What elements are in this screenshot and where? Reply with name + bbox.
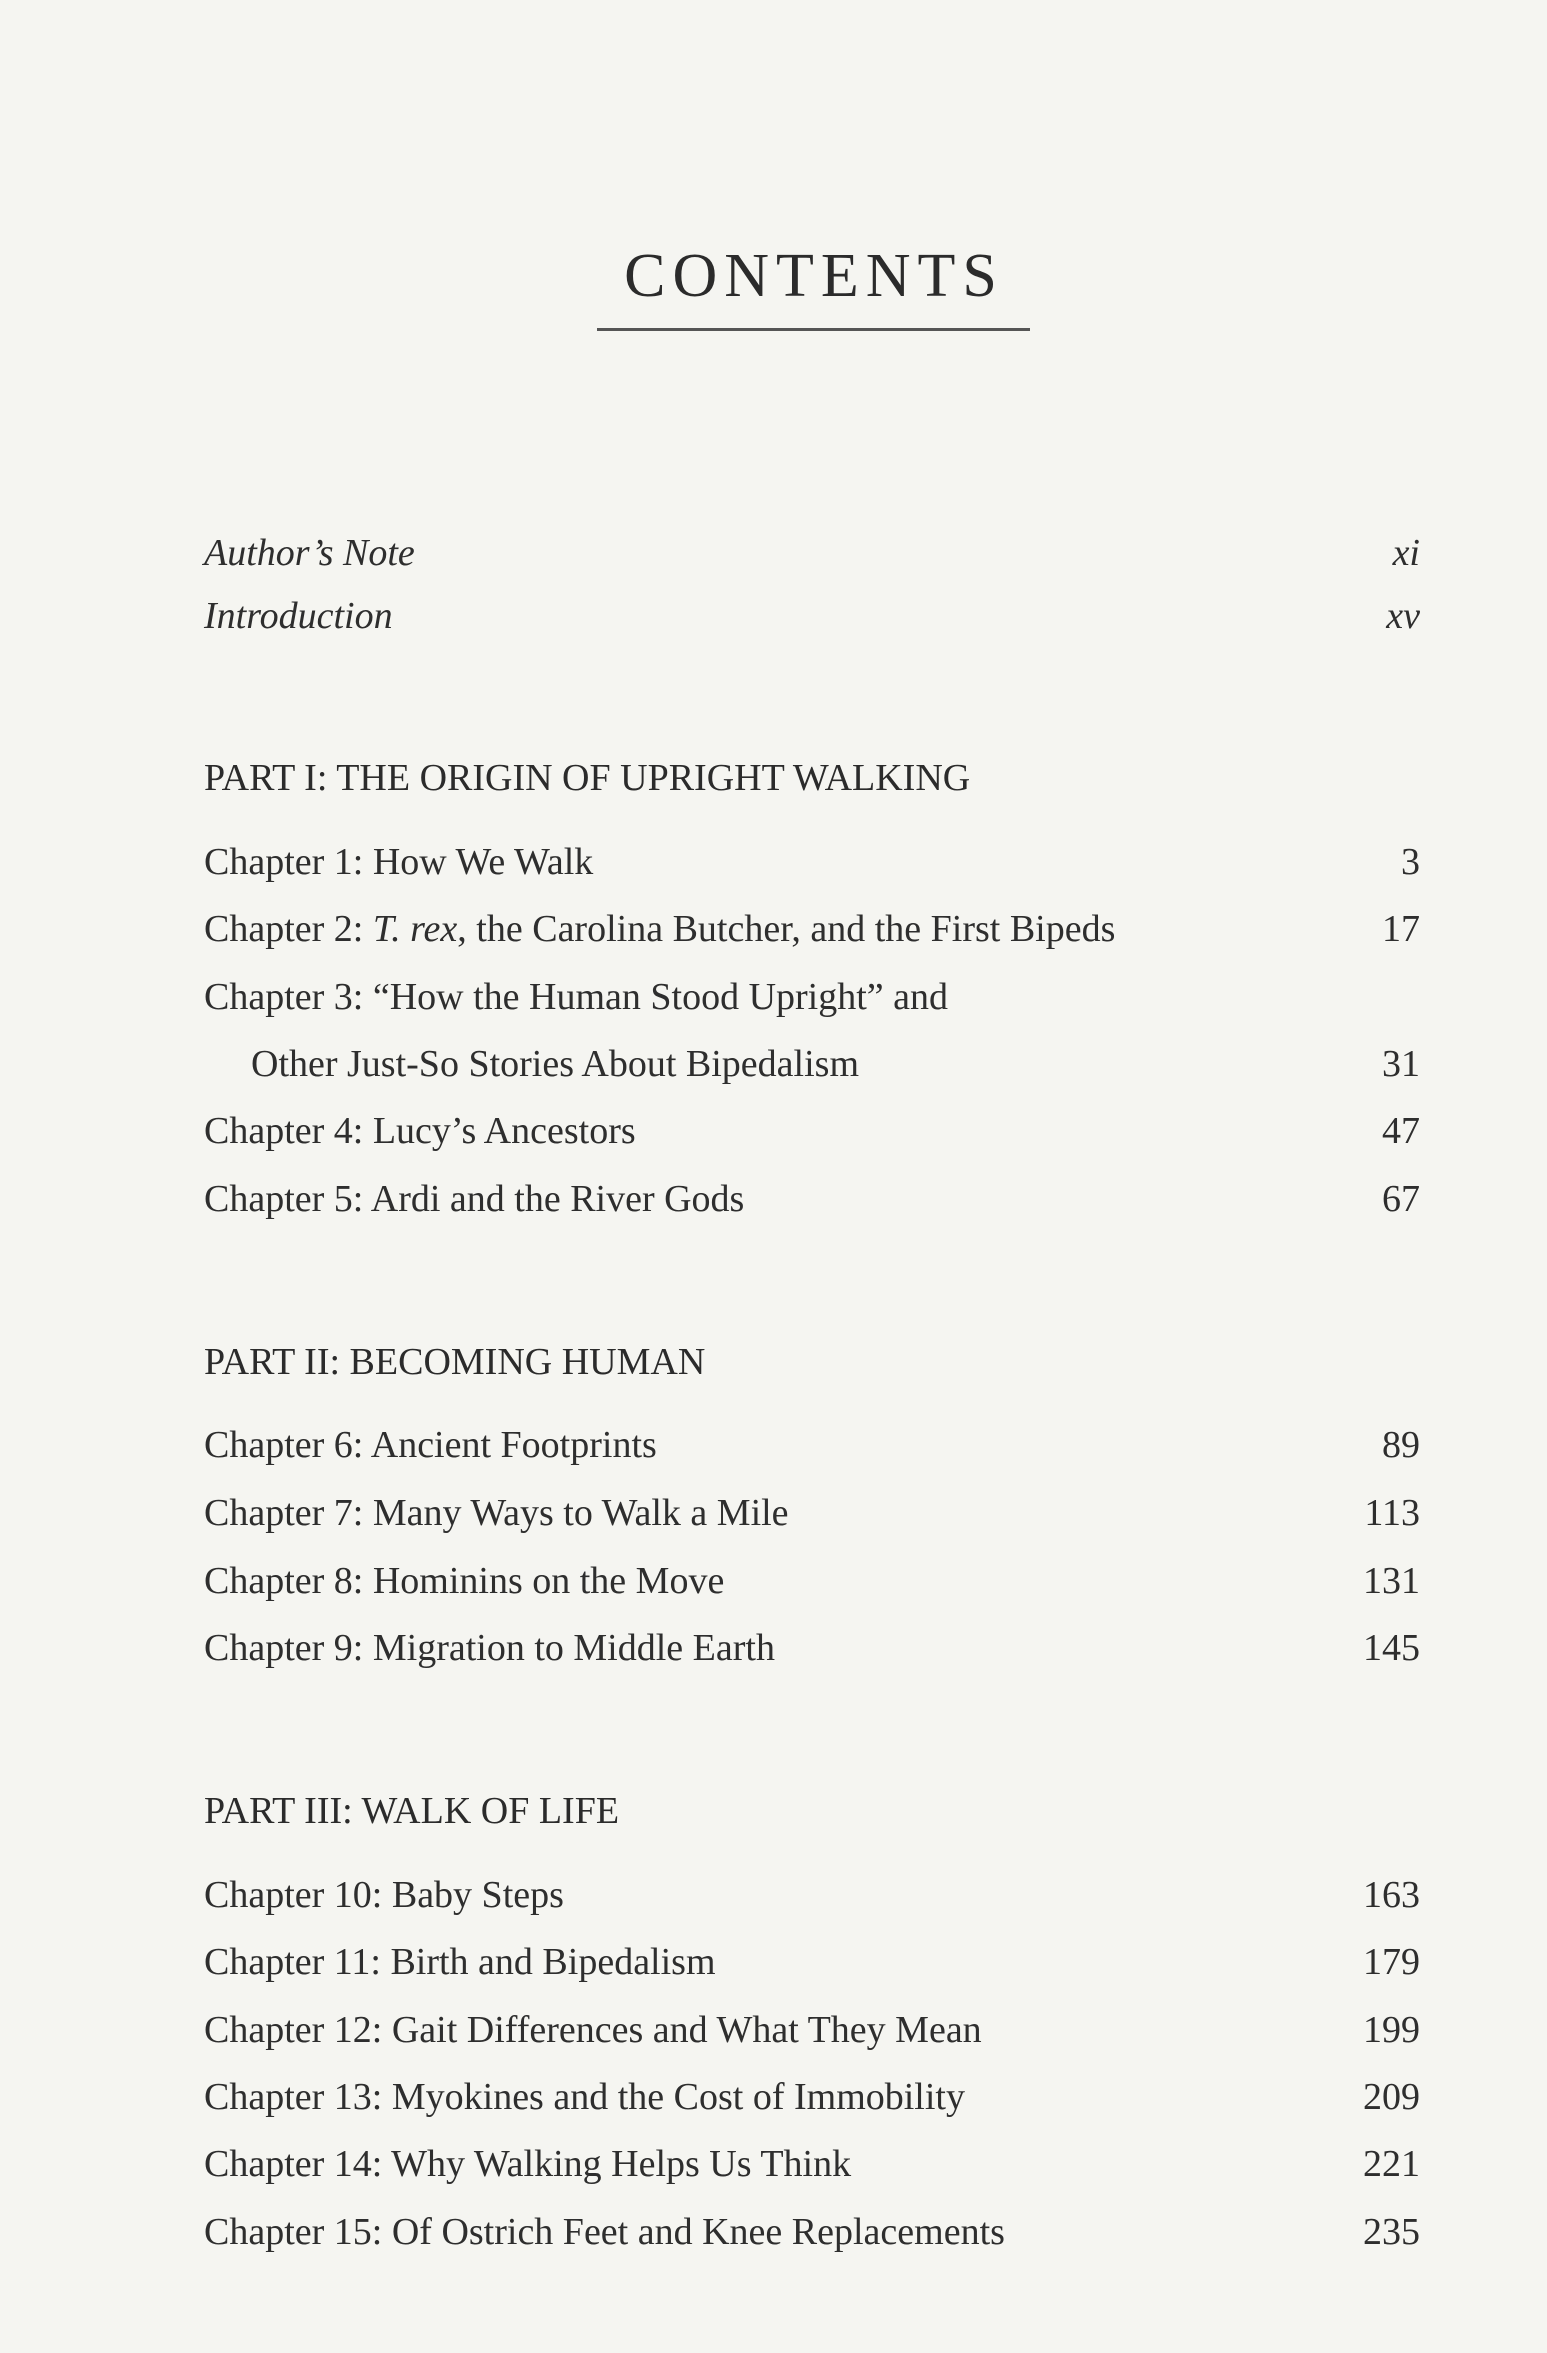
entry-title: Author’s Note [204, 532, 415, 574]
part-heading-1: PART I: THE ORIGIN OF UPRIGHT WALKING [204, 757, 971, 799]
entry-page: xv [1386, 595, 1420, 637]
entry-page: 47 [1382, 1110, 1420, 1152]
entry-page: 3 [1401, 841, 1420, 883]
entry-title: Chapter 8: Hominins on the Move [204, 1560, 725, 1602]
entry-page: 131 [1363, 1560, 1420, 1602]
entry-title-suffix: , the Carolina Butcher, and the First Bipeds [457, 908, 1116, 950]
entry-page: 89 [1382, 1424, 1420, 1466]
entry-title: Chapter 3: “How the Human Stood Upright” and [204, 976, 949, 1018]
entry-page: 209 [1363, 2076, 1420, 2118]
title-underline [597, 328, 1030, 331]
entry-title: Chapter 5: Ardi and the River Gods [204, 1178, 745, 1220]
entry-title: Chapter 12: Gait Differences and What They Mean [204, 2009, 982, 2051]
entry-page: 221 [1363, 2143, 1420, 2185]
entry-page: 199 [1363, 2009, 1420, 2051]
entry-page: 113 [1364, 1492, 1420, 1534]
entry-title: Chapter 6: Ancient Footprints [204, 1424, 657, 1466]
entry-title-italic: T. rex [372, 908, 458, 950]
entry-title: Chapter 11: Birth and Bipedalism [204, 1941, 716, 1983]
entry-page: 145 [1363, 1627, 1420, 1669]
page-title: CONTENTS [624, 242, 1004, 310]
entry-title: Chapter 1: How We Walk [204, 841, 594, 883]
entry-page: 31 [1382, 1043, 1420, 1085]
part-heading-2: PART II: BECOMING HUMAN [204, 1341, 706, 1383]
entry-title: Chapter 9: Migration to Middle Earth [204, 1627, 775, 1669]
part-heading-3: PART III: WALK OF LIFE [204, 1790, 620, 1832]
entry-title [204, 910, 1115, 948]
entry-title: Chapter 7: Many Ways to Walk a Mile [204, 1492, 789, 1534]
entry-title: Introduction [204, 595, 393, 637]
entry-page: 67 [1382, 1178, 1420, 1220]
entry-title: Chapter 15: Of Ostrich Feet and Knee Replacements [204, 2211, 1005, 2253]
entry-page: 163 [1363, 1874, 1420, 1916]
entry-page: xi [1392, 532, 1420, 574]
entry-title: Chapter 10: Baby Steps [204, 1874, 564, 1916]
entry-title-prefix: Chapter 2: [204, 908, 373, 950]
entry-title-continued: Other Just-So Stories About Bipedalism [251, 1043, 859, 1085]
entry-page: 179 [1363, 1941, 1420, 1983]
entry-title: Chapter 13: Myokines and the Cost of Immobility [204, 2076, 965, 2118]
entry-title: Chapter 14: Why Walking Helps Us Think [204, 2143, 852, 2185]
entry-page: 235 [1363, 2211, 1420, 2253]
entry-page: 17 [1382, 908, 1420, 950]
entry-title: Chapter 4: Lucy’s Ancestors [204, 1110, 636, 1152]
